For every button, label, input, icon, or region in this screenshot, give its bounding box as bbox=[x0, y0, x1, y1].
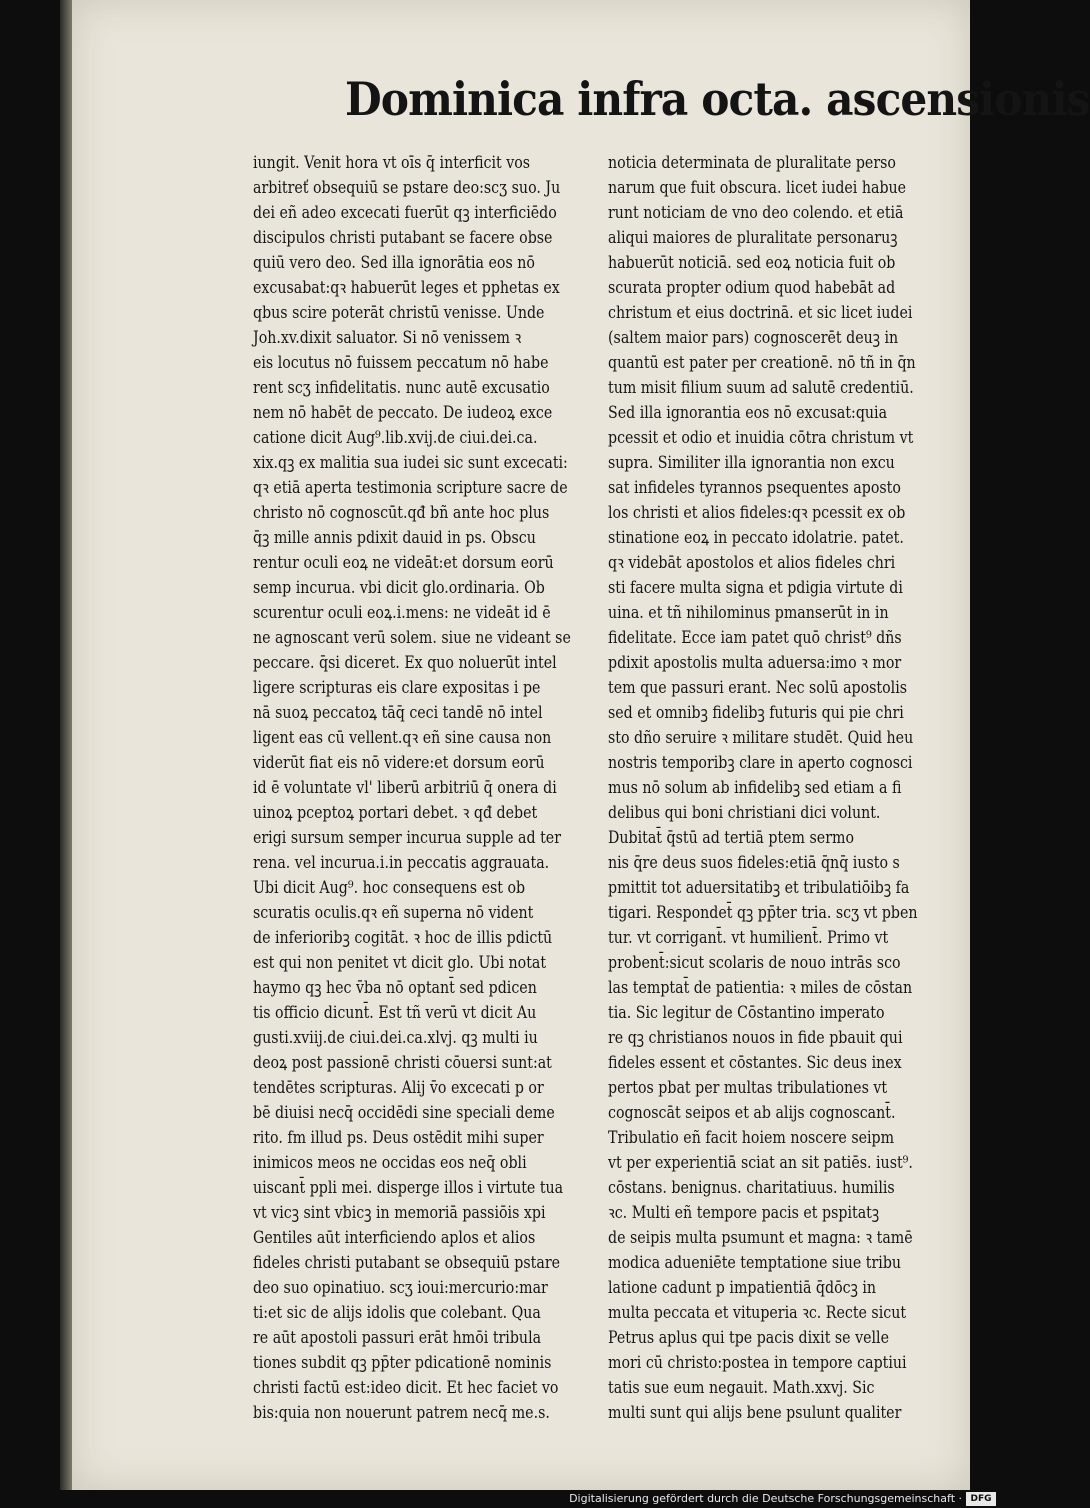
text-line: latione cadunt p impatientiā q̄dōcꝫ in bbox=[608, 1278, 877, 1297]
text-line: discipulos christi putabant se facere obse bbox=[253, 228, 553, 247]
text-line: mori cū christo:postea in tempore captiui bbox=[608, 1353, 907, 1372]
text-line: haymo qꝫ hec v̄ba nō optant̄ sed pdicen bbox=[253, 978, 537, 997]
text-line: ꝛc. Multi eñ tempore pacis et pspitatꝫ bbox=[608, 1203, 880, 1222]
text-line: fideles christi putabant se obsequiū pstare bbox=[253, 1253, 561, 1272]
text-line: supra. Similiter illa ignorantia non excu bbox=[608, 453, 895, 472]
text-line: catione dicit Aug⁹.lib.xvij.de ciui.dei.ca. bbox=[253, 428, 538, 447]
text-line: fideles essent et cōstantes. Sic deus inex bbox=[608, 1053, 902, 1072]
text-line: Sed illa ignorantia eos nō excusat:quia bbox=[608, 403, 888, 422]
text-line: sto dño seruire ꝛ militare studēt. Quid heu bbox=[608, 728, 914, 747]
text-line: nis q̄re deus suos fideles:etiā q̄nq̄ iusto s bbox=[608, 853, 900, 872]
text-line: qꝛ videbāt apostolos et alios fideles chri bbox=[608, 553, 896, 572]
text-line: quiū vero deo. Sed illa ignorātia eos nō bbox=[253, 253, 535, 272]
text-line: re aūt apostoli passuri erāt hmōi tribula bbox=[253, 1328, 542, 1347]
text-line: tis officio dicunt̄. Est tñ verū vt dicit Au bbox=[253, 1003, 537, 1022]
text-line: probent̄:sicut scolaris de nouo intrās sco bbox=[608, 953, 901, 972]
text-line: tiones subdit qꝫ pp̄ter pdicationē nominis bbox=[253, 1353, 552, 1372]
text-line: los christi et alios fideles:qꝛ pcessit ex ob bbox=[608, 503, 906, 522]
text-line: (saltem maior pars) cognoscerēt deuꝫ in bbox=[608, 328, 899, 347]
text-line: tur. vt corrigant̄. vt humilient̄. Primo vt bbox=[608, 928, 889, 947]
text-line: scuratis oculis.qꝛ eñ superna nō vident bbox=[253, 903, 534, 922]
text-line: excusabat:qꝛ habuerūt leges et pphetas ex bbox=[253, 278, 560, 297]
text-line: habuerūt noticiā. sed eoꝝ noticia fuit ob bbox=[608, 253, 896, 272]
text-line: tia. Sic legitur de Cōstantino imperato bbox=[608, 1003, 885, 1022]
text-line: christum et eius doctrinā. et sic licet iudei bbox=[608, 303, 913, 322]
text-line: peccare. q̄si diceret. Ex quo noluerūt intel bbox=[253, 653, 557, 672]
text-line: qbus scire poterāt christū venisse. Unde bbox=[253, 303, 545, 322]
text-line: uiscant̄ ppli mei. disperge illos i virtute tua bbox=[253, 1178, 564, 1197]
text-line: Joh.xv.dixit saluator. Si nō venissem ꝛ bbox=[253, 328, 522, 347]
text-line: bis:quia non nouerunt patrem necq̄ me.s. bbox=[253, 1403, 550, 1422]
text-line: xix.qꝫ ex malitia sua iudei sic sunt excecati: bbox=[253, 453, 568, 472]
text-line: dei eñ adeo excecati fuerūt qꝫ interficiēdo bbox=[253, 203, 557, 222]
text-line: Dubitat̄ q̄stū ad tertiā ptem sermo bbox=[608, 828, 855, 847]
text-line: pcessit et odio et inuidia cōtra christum vt bbox=[608, 428, 914, 447]
text-line: uinoꝝ pceptoꝝ portari debet. ꝛ qđ debet bbox=[253, 803, 538, 822]
text-line: Ubi dicit Aug⁹. hoc consequens est ob bbox=[253, 878, 526, 897]
running-title: Dominica infra octa. ascensionis bbox=[345, 72, 1090, 126]
text-line: rito. fm illud ps. Deus ostēdit mihi super bbox=[253, 1128, 544, 1147]
text-line: deo suo opinatiuo. scʒ ioui:mercurio:mar bbox=[253, 1278, 548, 1297]
text-line: runt noticiam de vno deo colendo. et etiā bbox=[608, 203, 904, 222]
text-line: tigari. Respondet̄ qꝫ pp̄ter tria. scʒ vt pben bbox=[608, 903, 918, 922]
text-line: Gentiles aūt interficiendo aplos et alios bbox=[253, 1228, 536, 1247]
text-line: multi sunt qui alijs bene psulunt qualiter bbox=[608, 1403, 902, 1422]
text-line: mus nō solum ab infidelibꝫ sed etiam a fi bbox=[608, 778, 902, 797]
text-line: de inferioribꝫ cogitāt. ꝛ hoc de illis pdictū bbox=[253, 928, 553, 947]
text-line: multa peccata et vituperia ꝛc. Recte sicut bbox=[608, 1303, 907, 1322]
text-line: vt vicꝫ sint vbicꝫ in memoriā passiōis xpi bbox=[253, 1203, 546, 1222]
text-line: arbitreť obsequiū se pstare deo:scʒ suo. Ju bbox=[253, 178, 561, 197]
text-line: rentur oculi eoꝝ ne videāt:et dorsum eorū bbox=[253, 553, 554, 572]
text-line: iungit. Venit hora vt oīs q̄ interficit vos bbox=[253, 153, 531, 172]
digitization-footer bbox=[0, 1490, 1000, 1508]
text-line: ligere scripturas eis clare expositas i pe bbox=[253, 678, 541, 697]
text-line: Tribulatio eñ facit hoiem noscere seipm bbox=[608, 1128, 895, 1147]
text-line: sti facere multa signa et pdigia virtute di bbox=[608, 578, 903, 597]
text-line: christi factū est:ideo dicit. Et hec faciet vo bbox=[253, 1378, 559, 1397]
text-line: pertos pbat per multas tribulationes vt bbox=[608, 1078, 888, 1097]
text-line: nostris temporibꝫ clare in aperto cognosci bbox=[608, 753, 913, 772]
footer-credit: Digitalisierung gefördert durch die Deutsche Forschungsgemeinschaft · bbox=[569, 1492, 962, 1505]
text-line: nem nō habēt de peccato. De iudeoꝝ exce bbox=[253, 403, 553, 422]
text-line: rena. vel incurua.i.in peccatis aggrauata. bbox=[253, 853, 550, 872]
text-line: vt per experientiā sciat an sit patiēs. iust⁹. bbox=[608, 1153, 913, 1172]
text-line: pdixit apostolis multa aduersa:imo ꝛ mor bbox=[608, 653, 902, 672]
text-line: pmittit tot aduersitatibꝫ et tribulatiōibꝫ fa bbox=[608, 878, 910, 897]
text-line: noticia determinata de pluralitate perso bbox=[608, 153, 896, 172]
text-line: christo nō cognoscūt.qđ bñ ante hoc plus bbox=[253, 503, 550, 522]
text-line: ligent eas cū vellent.qꝛ eñ sine causa non bbox=[253, 728, 552, 747]
text-line: viderūt fiat eis nō videre:et dorsum eorū bbox=[253, 753, 545, 772]
text-line: stinatione eoꝝ in peccato idolatrie. patet. bbox=[608, 528, 904, 547]
text-line: nā suoꝝ peccatoꝝ tāq̄ ceci tandē nō intel bbox=[253, 703, 543, 722]
text-line: eis locutus nō fuissem peccatum nō habe bbox=[253, 353, 549, 372]
text-line: scurentur oculi eoꝝ.i.mens: ne videāt id ē bbox=[253, 603, 551, 622]
text-line: quantū est pater per creationē. nō tñ in q̄n bbox=[608, 353, 916, 372]
text-line: deoꝝ post passionē christi cōuersi sunt:at bbox=[253, 1053, 552, 1072]
text-line: q̄ꝫ mille annis pdixit dauid in ps. Obscu bbox=[253, 528, 536, 547]
right-text-column bbox=[608, 150, 953, 1425]
text-line: semp incurua. vbi dicit glo.ordinaria. Ob bbox=[253, 578, 545, 597]
text-line: Petrus aplus qui tpe pacis dixit se velle bbox=[608, 1328, 889, 1347]
text-line: las temptat̄ de patientia: ꝛ miles de cōstan bbox=[608, 978, 913, 997]
text-line: tatis sue eum negauit. Math.xxvj. Sic bbox=[608, 1378, 875, 1397]
text-line: scurata propter odium quod habebāt ad bbox=[608, 278, 896, 297]
text-line: tum misit filium suum ad salutē credentiū. bbox=[608, 378, 914, 397]
text-line: gusti.xviij.de ciui.dei.ca.xlvj. qꝫ multi iu bbox=[253, 1028, 538, 1047]
text-line: aliqui maiores de pluralitate personaruꝫ bbox=[608, 228, 898, 247]
text-line: cognoscāt seipos et ab alijs cognoscant̄. bbox=[608, 1103, 896, 1122]
text-line: uina. et tñ nihilominus pmanserūt in in bbox=[608, 603, 889, 622]
text-line: fidelitate. Ecce iam patet quō christ⁹ dñs bbox=[608, 628, 902, 647]
text-line: de seipis multa psumunt et magna: ꝛ tamē bbox=[608, 1228, 913, 1247]
text-line: erigi sursum semper incurua supple ad ter bbox=[253, 828, 561, 847]
text-line: bē diuisi necq̄ occidēdi sine speciali deme bbox=[253, 1103, 555, 1122]
text-line: ne agnoscant verū solem. siue ne videant se bbox=[253, 628, 571, 647]
text-line: est qui non penitet vt dicit glo. Ubi notat bbox=[253, 953, 547, 972]
text-line: re qꝫ christianos nouos in fide pbauit qui bbox=[608, 1028, 903, 1047]
dfg-logo: DFG bbox=[966, 1492, 996, 1506]
left-text-column bbox=[253, 150, 598, 1425]
text-line: delibus qui boni christiani dici volunt. bbox=[608, 803, 881, 822]
text-line: tem que passuri erant. Nec solū apostolis bbox=[608, 678, 908, 697]
text-line: modica adueniēte temptatione siue tribu bbox=[608, 1253, 902, 1272]
text-line: narum que fuit obscura. licet iudei habue bbox=[608, 178, 907, 197]
text-line: sed et omnibꝫ fidelibꝫ futuris qui pie chri bbox=[608, 703, 904, 722]
text-line: inimicos meos ne occidas eos neq̄ obli bbox=[253, 1153, 527, 1172]
text-line: cōstans. benignus. charitatiuus. humilis bbox=[608, 1178, 895, 1197]
text-line: ti:et sic de alijs idolis que colebant. Qua bbox=[253, 1303, 541, 1322]
text-line: id ē voluntate vl' liberū arbitriū q̄ onera di bbox=[253, 778, 557, 797]
text-line: rent scʒ infidelitatis. nunc autē excusatio bbox=[253, 378, 550, 397]
text-line: sat infideles tyrannos psequentes aposto bbox=[608, 478, 901, 497]
text-line: tendētes scripturas. Alij v̄o excecati p or bbox=[253, 1078, 544, 1097]
text-line: qꝛ etiā aperta testimonia scripture sacre de bbox=[253, 478, 568, 497]
